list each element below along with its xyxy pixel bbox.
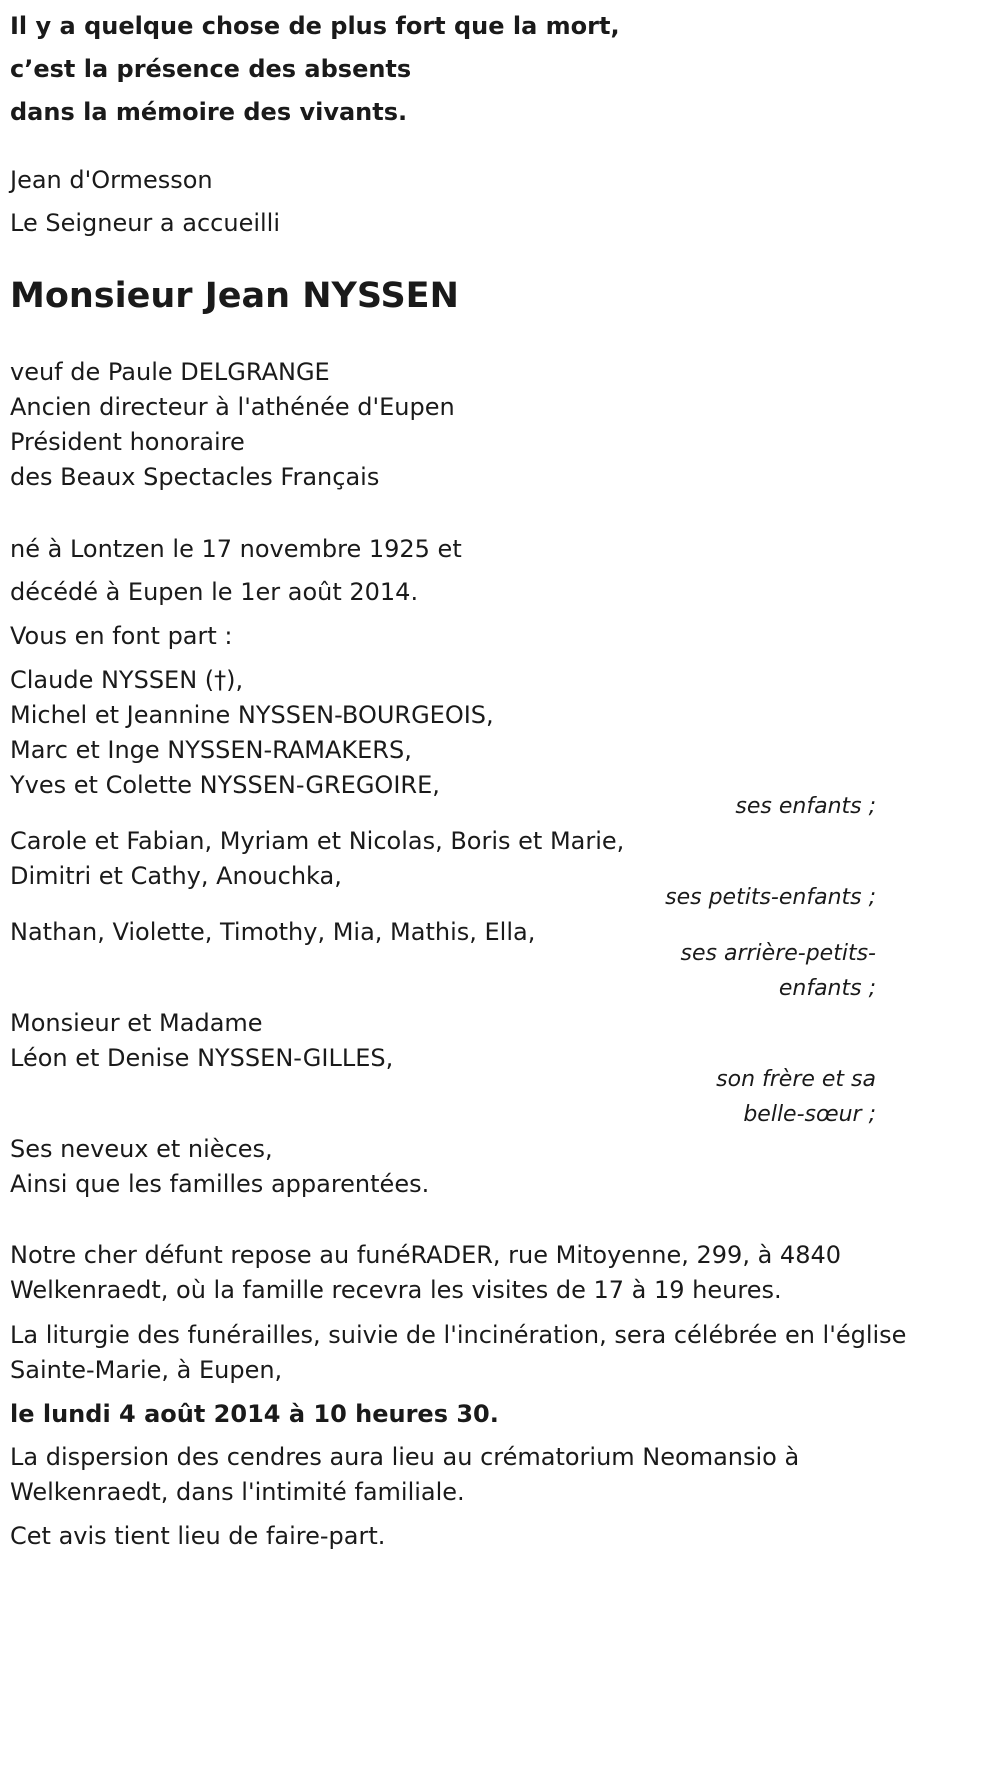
title-line: veuf de Paule DELGRANGE (10, 358, 330, 386)
quote-block (10, 5, 620, 134)
grandchildren-line: Carole et Fabian, Myriam et Nicolas, Boris et Marie, (10, 827, 625, 855)
siblings-label-line: belle-sœur ; (743, 1102, 876, 1127)
dispersion-line: Welkenraedt, dans l'intimité familiale. (10, 1478, 465, 1506)
quote-line-2: c’est la présence des absents (10, 55, 412, 83)
others-block (10, 1132, 429, 1202)
death-text: décédé à Eupen le 1er août 2014. (10, 578, 419, 606)
others-line: Ainsi que les familles apparentées. (10, 1170, 430, 1198)
liturgy-line: Sainte-Marie, à Eupen, (10, 1356, 283, 1384)
repose-line: Welkenraedt, où la famille recevra les visites de 17 à 19 heures. (10, 1276, 782, 1304)
announce-text: Vous en font part : (10, 622, 233, 650)
child-line: Yves et Colette NYSSEN-GREGOIRE, (10, 771, 440, 799)
child-line: Claude NYSSEN (†), (10, 666, 244, 694)
grandchildren-label: ses petits-enfants ; (665, 885, 876, 910)
title-line: Ancien directeur à l'athénée d'Eupen (10, 393, 455, 421)
child-line: Marc et Inge NYSSEN-RAMAKERS, (10, 736, 412, 764)
grandchildren-line: Dimitri et Cathy, Anouchka, (10, 862, 342, 890)
repose-line: Notre cher défunt repose au funéRADER, rue Mitoyenne, 299, à 4840 (10, 1241, 841, 1269)
children-block (10, 663, 494, 803)
deceased-name: Monsieur Jean NYSSEN (10, 276, 459, 316)
liturgy-line: La liturgie des funérailles, suivie de l'incinération, sera célébrée en l'église (10, 1321, 907, 1349)
dispersion-block (10, 1440, 799, 1510)
great-grandchildren-label-line: enfants ; (778, 976, 876, 1001)
children-label: ses enfants ; (735, 794, 876, 819)
child-line: Michel et Jeannine NYSSEN-BOURGEOIS, (10, 701, 494, 729)
liturgy-block (10, 1318, 906, 1388)
sibling-line: Léon et Denise NYSSEN-GILLES, (10, 1044, 394, 1072)
intro-text: Le Seigneur a accueilli (10, 209, 281, 237)
quote-author: Jean d'Ormesson (10, 166, 213, 194)
titles-block (10, 355, 455, 495)
closing-text: Cet avis tient lieu de faire-part. (10, 1522, 386, 1550)
grandchildren-block (10, 824, 624, 894)
title-line: Président honoraire (10, 428, 245, 456)
title-line: des Beaux Spectacles Français (10, 463, 380, 491)
great-grandchildren-label (681, 936, 876, 1006)
ceremony-date: le lundi 4 août 2014 à 10 heures 30. (10, 1400, 499, 1428)
siblings-block (10, 1006, 393, 1076)
quote-line-1: Il y a quelque chose de plus fort que la mort, (10, 12, 620, 40)
great-grandchildren-label-line: ses arrière-petits- (680, 941, 876, 966)
dispersion-line: La dispersion des cendres aura lieu au crématorium Neomansio à (10, 1443, 800, 1471)
sibling-line: Monsieur et Madame (10, 1009, 263, 1037)
siblings-label (716, 1062, 876, 1132)
others-line: Ses neveux et nièces, (10, 1135, 273, 1163)
repose-block (10, 1238, 841, 1308)
quote-line-3: dans la mémoire des vivants. (10, 98, 408, 126)
siblings-label-line: son frère et sa (716, 1067, 876, 1092)
birth-text: né à Lontzen le 17 novembre 1925 et (10, 535, 462, 563)
great-grandchildren-text: Nathan, Violette, Timothy, Mia, Mathis, Ella, (10, 918, 536, 946)
